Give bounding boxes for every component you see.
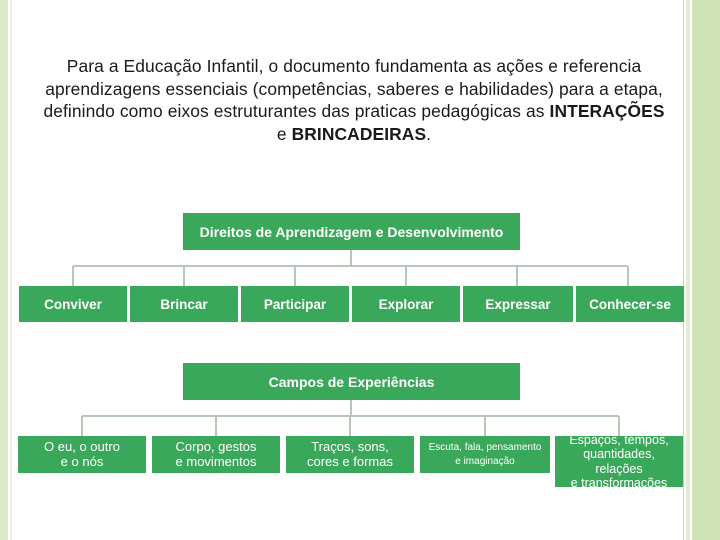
field-box-line: e imaginação xyxy=(455,455,515,467)
right-box-explorar: Explorar xyxy=(352,286,460,322)
field-box-eu-outro-nos xyxy=(18,436,146,473)
field-box-tracos-sons xyxy=(286,436,414,473)
diagram-fields-title: Campos de Experiências xyxy=(183,363,520,400)
field-box-line: e movimentos xyxy=(175,453,257,469)
intro-text: Para a Educação Infantil, o documento fundamenta as ações e referencia aprendizagens essenciais (competências, saberes e habilidades) para a etapa, definindo como eixos estruturantes das praticas pedagógicas as xyxy=(43,56,663,121)
right-box-conhecer-se: Conhecer-se xyxy=(576,286,684,322)
field-box-line: quantidades, relações xyxy=(583,447,655,476)
right-box-conviver: Conviver xyxy=(19,286,127,322)
intro-bold-interacoes: INTERAÇÕES xyxy=(549,101,665,121)
field-box-line: Traços, sons, xyxy=(311,439,389,454)
field-box-corpo-gestos xyxy=(152,436,280,473)
diagram-rights-title: Direitos de Aprendizagem e Desenvolvimento xyxy=(183,213,520,250)
right-box-brincar: Brincar xyxy=(130,286,238,322)
intro-connector: e xyxy=(276,123,287,144)
field-box-escuta-fala xyxy=(420,436,550,473)
field-box-line: Escuta, fala, pensamento xyxy=(428,441,542,453)
intro-end: . xyxy=(426,123,432,144)
field-box-line: Corpo, gestos xyxy=(175,439,257,454)
intro-bold-brincadeiras: BRINCADEIRAS xyxy=(291,123,427,144)
field-box-line: cores e formas xyxy=(307,453,393,469)
right-box-participar: Participar xyxy=(241,286,349,322)
field-box-line: e o nós xyxy=(60,453,104,469)
field-box-line: O eu, o outro xyxy=(44,439,120,454)
right-box-expressar: Expressar xyxy=(463,286,573,322)
field-box-line: e transformações xyxy=(570,476,668,490)
field-box-line: Espaços, tempos, xyxy=(569,432,669,447)
field-box-espacos-tempos xyxy=(555,432,683,490)
